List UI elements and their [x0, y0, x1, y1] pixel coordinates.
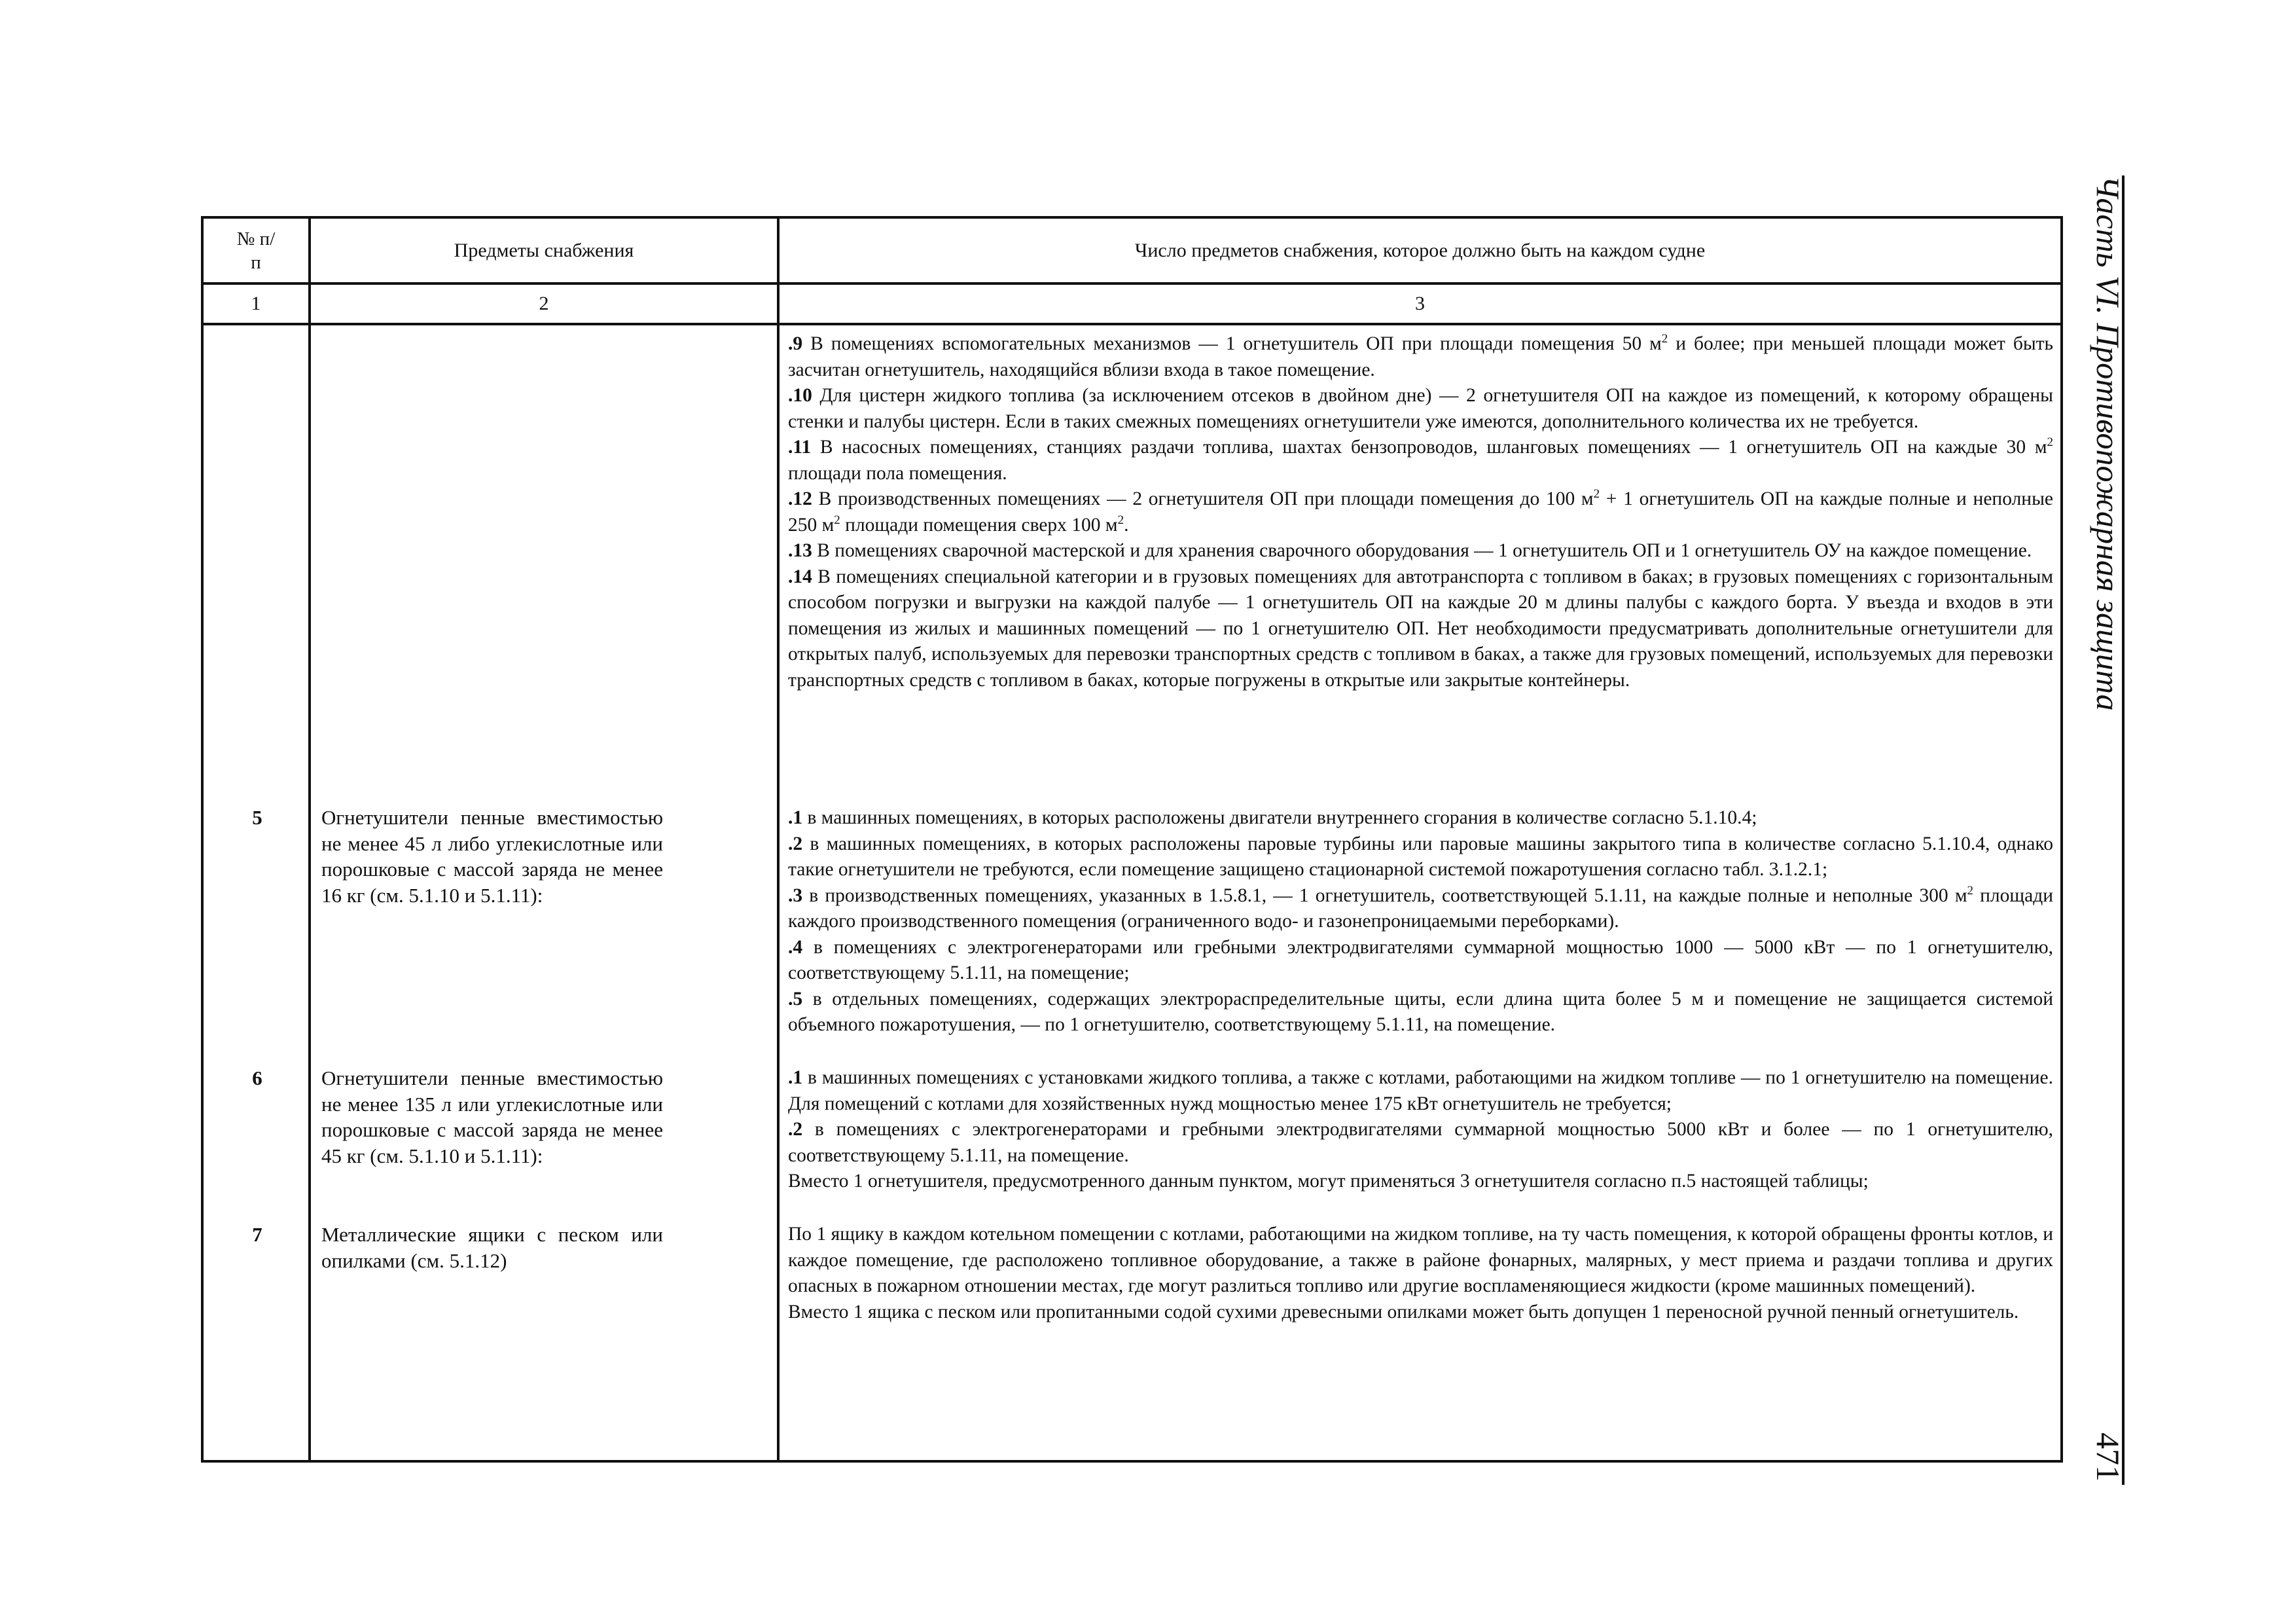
supply-item-name: Металлические ящики с песком или опилками (см. 5.1.12) — [321, 1223, 663, 1272]
provision-text: в отдельных помещениях, содержащих электрораспределительные щиты, если длина щита более 5 м и помещение не защищается системой объемного пожаротушения, — по 1 огнетушителю, соответствующему 5.1.11, на помещение. — [788, 988, 2053, 1035]
provision-number: .13 — [788, 540, 812, 561]
header-count: Число предметов снабжения, которое должно быть на каждом судне — [1134, 239, 1706, 261]
provision-text: в помещениях с электрогенераторами или гребными электродвигателями суммарной мощностью 1000 — 5000 кВт — по 1 огнетушителю, соответствующему 5.1.11, на помещение; — [788, 936, 2053, 983]
provision-number: .1 — [788, 807, 803, 828]
provision-paragraph — [788, 1169, 2053, 1195]
provision-paragraph — [788, 987, 2053, 1038]
supply-item-description — [788, 1222, 2053, 1325]
provision-text: В помещениях специальной категории и в грузовых помещениях для автотранспорта с топливом в баках; в грузовых помещениях с горизонтальным способом погрузки и выгрузки на каждой палубе — 1 огнетушитель ОП на каждые 20 м длины палубы с каждого борта. У въезда и входов в эти помещения из жилых и машинных помещений — по 1 огнетушителю ОП. Нет необходимости предусматривать дополнительные огнетушители для открытых палуб, используемых для перевозки транспортных средств с топливом в баках, а также для грузовых помещений, используемых для перевозки транспортных средств с топливом в баках, которые погружены в открытые или закрытые контейнеры. — [788, 566, 2053, 691]
page-number: 471 — [2090, 1432, 2126, 1482]
supply-item-description — [788, 1065, 2053, 1195]
provision-paragraph — [788, 564, 2053, 694]
provision-text: в машинных помещениях с установками жидкого топлива, а также с котлами, работающими на жидком топливе — по 1 огнетушителю на помещение. Для помещений с котлами для хозяйственных нужд мощностью менее 175 кВт огнетушитель не требуется; — [788, 1067, 2053, 1114]
row-number: 7 — [252, 1223, 262, 1246]
provision-number: .12 — [788, 488, 812, 509]
provision-paragraph — [788, 435, 2053, 486]
provision-text: в машинных помещениях, в которых расположены двигатели внутреннего сгорания в количестве согласно 5.1.10.4; — [802, 807, 1757, 828]
provision-paragraph — [788, 935, 2053, 987]
column-divider — [308, 219, 311, 1460]
provision-number: .11 — [788, 437, 812, 458]
provision-number: .10 — [788, 385, 812, 406]
provision-text: Вместо 1 огнетушителя, предусмотренного данным пунктом, могут применяться 3 огнетушителя согласно п.5 настоящей таблицы; — [788, 1171, 1869, 1192]
provision-text: В производственных помещениях — 2 огнетушителя ОП при площади помещения до 100 $м^2 + 1$ огнетушитель ОП на каждые полные и неполные 250 $м^2$ площади помещения сверх 100 $м^2$. — [788, 487, 2053, 536]
column-divider — [777, 219, 780, 1460]
continued-description — [788, 331, 2053, 693]
provision-paragraph — [788, 883, 2053, 935]
provision-text: В насосных помещениях, станциях раздачи топлива, шахтах бензопроводов, шланговых помещениях — 1 огнетушитель ОП на каждые 30 $м^2$ площади пола помещения. — [788, 435, 2053, 484]
provision-paragraph — [788, 1300, 2053, 1326]
row-number: 6 — [252, 1067, 262, 1089]
provision-paragraph — [788, 383, 2053, 435]
provision-number: .4 — [788, 936, 803, 958]
header-no-text: № п/п — [236, 228, 276, 273]
provision-number: .2 — [788, 833, 803, 854]
provision-number: .5 — [788, 988, 803, 1010]
header-no — [204, 219, 308, 282]
row-divider — [204, 323, 2060, 325]
provision-paragraph — [788, 1117, 2053, 1169]
supply-item-name: Огнетушители пенные вместимостью не менее 45 л либо углекислотные или порошковые с массой заряда не менее 16 кг (см. 5.1.10 и 5.1.11): — [321, 806, 663, 907]
col-number-3: 3 — [1415, 293, 1425, 314]
provision-text: Вместо 1 ящика с песком или пропитанными содой сухими древесными опилками может быть допущен 1 переносной ручной пенный огнетушитель. — [788, 1301, 2019, 1322]
provision-number: .2 — [788, 1119, 803, 1140]
provision-number: .3 — [788, 884, 803, 906]
provision-text: в производственных помещениях, указанных в 1.5.8.1, — 1 огнетушитель, соответствующей 5.1.11, на каждые полные и неполные 300 $м^2$ площади каждого производственного помещения (ограниченного водо- и газонепроницаемыми переборками). — [788, 883, 2053, 932]
col-number-2: 2 — [539, 293, 549, 314]
col-number-1: 1 — [251, 293, 261, 314]
provision-text: По 1 ящику в каждом котельном помещении с котлами, работающими на жидком топливе, на ту часть помещения, к которой обращены фронты котлов, и каждое помещение, где расположено топливное оборудование, а также в районе фонарных, малярных, у мест приема и раздачи топлива и других опасных в пожарном отношении местах, где могут разлиться топливо или другие воспламеняющиеся жидкости (кроме машинных помещений). — [788, 1224, 2053, 1296]
provision-paragraph — [788, 486, 2053, 538]
provision-text: В помещениях вспомогательных механизмов — 1 огнетушитель ОП при площади помещения 50 $м^2$ и более; при меньшей площади может быть засчитан огнетушитель, находящийся вблизи входа в такое помещение. — [788, 332, 2053, 380]
provision-paragraph — [788, 1222, 2053, 1300]
provision-number: .1 — [788, 1067, 803, 1088]
provision-paragraph — [788, 831, 2053, 883]
provision-paragraph — [788, 1065, 2053, 1117]
supplies-table — [201, 216, 2063, 1463]
provision-text: в машинных помещениях, в которых расположены паровые турбины или паровые машины закрытого типа в количестве согласно 5.1.10.4, однако такие огнетушители не требуются, если помещение защищено стационарной системой пожаротушения согласно табл. 3.1.2.1; — [788, 833, 2053, 880]
supply-item-description — [788, 805, 2053, 1038]
row-number: 5 — [252, 806, 262, 829]
provision-text: в помещениях с электрогенераторами и гребными электродвигателями суммарной мощностью 5000 кВт и более — по 1 огнетушителю, соответствующему 5.1.11, на помещение. — [788, 1119, 2053, 1166]
provision-text: В помещениях сварочной мастерской и для хранения сварочного оборудования — 1 огнетушитель ОП и 1 огнетушитель ОУ на каждое помещение. — [812, 540, 2032, 561]
provision-text: Для цистерн жидкого топлива (за исключением отсеков в двойном дне) — 2 огнетушителя ОП на каждое из помещений, к которому обращены стенки и палубы цистерн. Если в таких смежных помещениях огнетушители уже имеются, дополнительного количества их не требуется. — [788, 385, 2053, 432]
provision-paragraph — [788, 805, 2053, 831]
side-header — [2075, 175, 2128, 1485]
side-rule — [2122, 175, 2125, 1485]
supply-item-name: Огнетушители пенные вместимостью не менее 135 л или углекислотные или порошковые с массой заряда не менее 45 кг (см. 5.1.10 и 5.1.11): — [321, 1067, 663, 1167]
side-title: Часть VI. Противопожарная защита — [2090, 175, 2126, 711]
header-items: Предметы снабжения — [454, 239, 634, 261]
provision-number: .9 — [788, 333, 803, 354]
provision-paragraph — [788, 538, 2053, 564]
provision-paragraph — [788, 331, 2053, 383]
provision-number: .14 — [788, 566, 812, 587]
